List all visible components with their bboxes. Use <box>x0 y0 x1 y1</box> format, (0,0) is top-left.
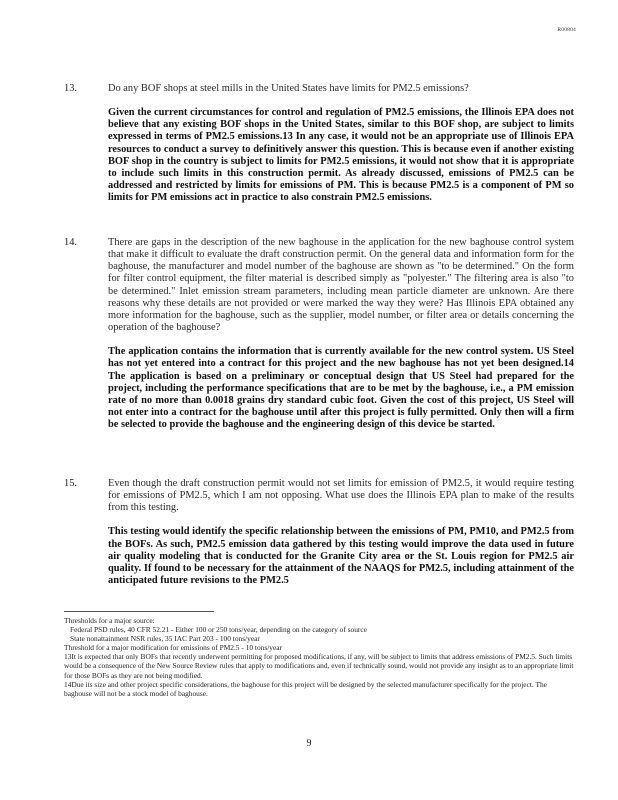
footnote-line: Threshold for a major modification for emissions of PM2.5 - 10 tons/year <box>64 643 282 653</box>
item-body <box>108 478 574 587</box>
footnote-divider <box>64 611 214 612</box>
footnote-line: Thresholds for a major source: <box>64 616 155 625</box>
item-body <box>108 237 574 431</box>
answer-text: This testing would identify the specific relationship between the emissions of PM, PM10, and PM2.5 from the BOFs. As such, PM2.5 emission data gathered by this testing would improve the data used in future air quality modeling that is conducted for the Granite City area or the St. Louis region for PM2.5 air quality. If found to be necessary for the attainment of the NAAQS for PM2.5, including attainment of the anticipated future revisions to the PM2.5 <box>108 526 574 587</box>
footnote-14: 14Due its size and other project specific considerations, the baghouse for this project will be designed by the selected manufacturer specifically for the project. The baghouse will not be a stock model of baghouse. <box>64 679 547 698</box>
footnote-line: State nonattainment NSR rules, 35 IAC Part 203 - 100 tons/year <box>70 634 260 644</box>
item-number: 15. <box>64 478 77 489</box>
question-text: Even though the draft construction permit would not set limits for emission of PM2.5, it would require testing for emissions of PM2.5, which I am not opposing. What use does the Illinois EPA plan to make of the results from this testing. <box>108 478 574 514</box>
answer-text: The application contains the information that is currently available for the new control system. US Steel has not yet entered into a contract for this project and the new baghouse has not yet been designed.14 The application is based on a preliminary or conceptual design that US Steel had prepared for the project, including the performance specifications that are to be met by the baghouse, i.e., a PM emission rate of no more than 0.0018 grains dry standard cubic foot. Given the cost of this project, US Steel will not enter into a contract for the baghouse until after this project is fully permitted. Only then will a firm be selected to provide the baghouse and the engineering design of this device be started. <box>108 346 574 431</box>
footnote-13: 13It is expected that only BOFs that recently underwent permitting for proposed modifications, if any, will be subject to limits that address emissions of PM2.5. Such limits would be a consequence of the New Source Review rules that apply to modifications and, even if technically sound, would not provide any insight as to an appropriate limit for those BOFs as they are not being modified. <box>64 652 574 680</box>
document-id: R00804 <box>557 27 576 33</box>
question-text: Do any BOF shops at steel mills in the United States have limits for PM2.5 emissions? <box>108 83 469 94</box>
item-number: 14. <box>64 237 77 248</box>
page-number: 9 <box>306 738 312 749</box>
item-body <box>108 83 574 204</box>
answer-text: Given the current circumstances for control and regulation of PM2.5 emissions, the Illinois EPA does not believe that any existing BOF shops in the United States, similar to this BOF shop, are subject to limits expressed in terms of PM2.5 emissions.13 In any case, it would not be an appropriate use of Illinois EPA resources to conduct a survey to definitively answer this question. This is because even if another existing BOF shop in the country is subject to limits for PM2.5 emissions, it would not show that it is appropriate to include such limits in this construction permit. As already discussed, emissions of PM2.5 can be addressed and restricted by limits for emissions of PM. This is because PM2.5 is a component of PM so limits for PM emissions act in practice to also constrain PM2.5 emissions. <box>108 107 574 204</box>
footnote-line: Federal PSD rules, 40 CFR 52.21 - Either 100 or 250 tons/year, depending on the category of source <box>70 625 367 635</box>
question-text: There are gaps in the description of the new baghouse in the application for the new baghouse control system that make it difficult to evaluate the draft construction permit. On the general data and information form for the baghouse, the manufacturer and model number of the baghouse are shown as "to be determined." On the form for filter control equipment, the filter material is described simply as "polyester." The filtering area is also "to be determined." Inlet emission stream parameters, including mean particle diameter are unknown. Are there reasons why these details are not provided or were marked the way they were? Has Illinois EPA obtained any more information for the baghouse, such as the supplier, model number, or filter area or details concerning the operation of the baghouse? <box>108 237 574 334</box>
item-number: 13. <box>64 83 77 94</box>
footnotes <box>64 611 574 698</box>
